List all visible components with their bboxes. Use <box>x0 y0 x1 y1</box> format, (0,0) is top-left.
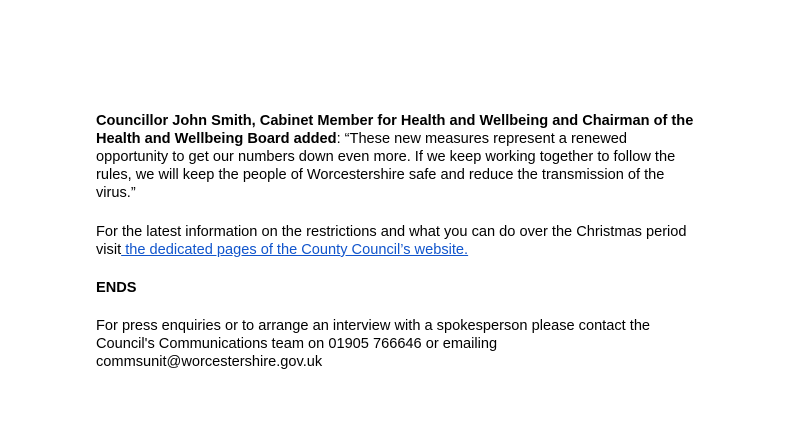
latest-info-paragraph <box>96 223 716 259</box>
statement-line-5: virus.” <box>96 185 136 201</box>
statement-speaker-suffix: Health and Wellbeing Board added <box>96 131 337 147</box>
latest-info-line-2 <box>96 241 716 259</box>
statement-quote-start: : “These new measures represent a renewed <box>336 131 627 147</box>
spacer <box>96 202 716 223</box>
statement-paragraph <box>96 112 716 202</box>
spacer <box>96 259 716 279</box>
statement-line-4: rules, we will keep the people of Worcestershire safe and reduce the transmission of the <box>96 167 665 183</box>
press-release-body <box>96 112 716 371</box>
spacer <box>96 297 716 317</box>
press-contact-line-2: Council's Communications team on 01905 766646 or emailing <box>96 336 498 352</box>
latest-info-visit-text: visit <box>96 242 122 258</box>
statement-line-3: opportunity to get our numbers down even more. If we keep working together to follow the <box>96 149 676 165</box>
ends-marker: ENDS <box>96 280 137 296</box>
county-council-website-link[interactable]: the dedicated pages of the County Council’s website. <box>121 242 469 258</box>
latest-info-line-1: For the latest information on the restrictions and what you can do over the Christmas period <box>96 224 687 240</box>
press-contact-email: commsunit@worcestershire.gov.uk <box>96 354 323 370</box>
press-contact-line-1: For press enquiries or to arrange an interview with a spokesperson please contact the <box>96 318 651 334</box>
statement-line-1: Councillor John Smith, Cabinet Member for Health and Wellbeing and Chairman of the <box>96 113 694 129</box>
statement-line-2 <box>96 130 716 148</box>
press-contact-paragraph <box>96 317 716 371</box>
